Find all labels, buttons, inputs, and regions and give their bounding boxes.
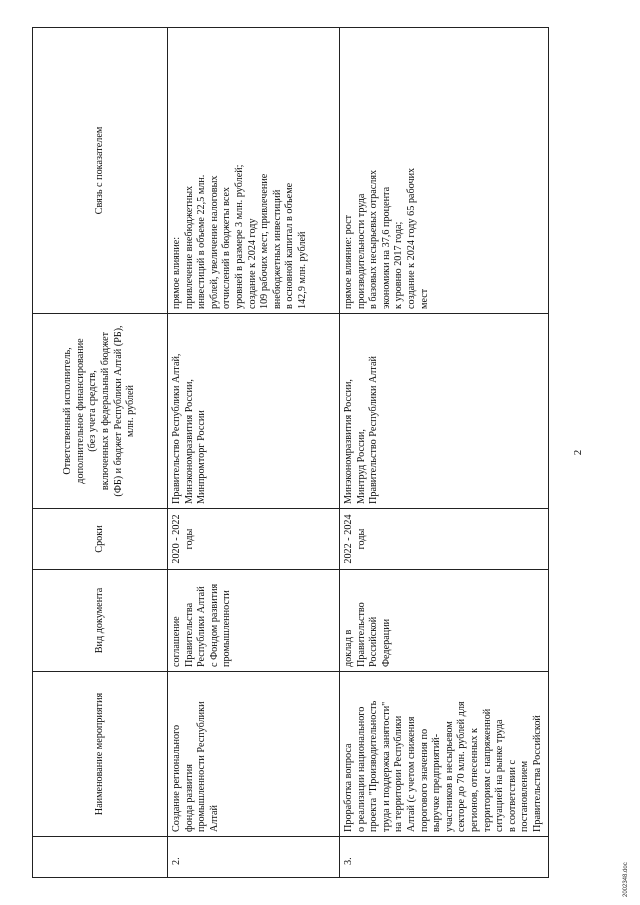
row-measure-name: Создание регионального фонда развития промышленности Республики Алтай: [168, 672, 340, 837]
col-header-responsible: Ответственный исполнитель, дополнительное финансирование (без учета средств, включенных в федеральный бюджет (ФБ) и бюджет Республики Алтай (РБ), млн. рублей: [33, 314, 168, 509]
row-indicator-link: прямое влияние: привлечение внебюджетных инвестиций в объеме 22,5 млн. рублей, увеличение налоговых отчислений в бюджеты всех уровней в размере 3 млн. рублей; создание к 2024 году 109 рабочих мест, привлечение внебюджетных инвестиций в основной капитал в объеме 142,9 млн. рублей: [168, 28, 340, 314]
row-measure-name: Проработка вопроса о реализации национального проекта "Производительность труда и поддержка занятости" на территории Республики Алтай (с учетом снижения порогового значения по выручке предприятий- участников в несырьевом секторе до 70 млн. рублей для регионов, отнесенных к территориям с напряженной ситуацией на рынке труда в соответствии с постановлением Правительства Российской: [340, 672, 549, 837]
row-term: 2020 - 2022 годы: [168, 509, 340, 570]
col-header-indicator-link: Связь с показателем: [33, 28, 168, 314]
table-row: [340, 28, 549, 878]
col-header-number: [33, 837, 168, 878]
row-indicator-link: прямое влияние: рост производительности труда в базовых несырьевых отраслях экономики на 37,6 процента к уровню 2017 года; создание к 2024 году 65 рабочих мест: [340, 28, 549, 314]
col-header-doc-type: Вид документа: [33, 570, 168, 672]
row-responsible: Минэкономразвития России, Минтруд России, Правительство Республики Алтай: [340, 314, 549, 509]
col-header-name: Наименование мероприятия: [33, 672, 168, 837]
document-file-code: 2002348.doc: [623, 862, 629, 897]
table-row: [168, 28, 340, 878]
page-number: 2: [572, 449, 584, 456]
measures-table: [32, 27, 549, 878]
table-header-row: [33, 28, 168, 878]
row-responsible: Правительство Республики Алтай, Минэкономразвития России, Минпромторг России: [168, 314, 340, 509]
row-number: 3.: [340, 837, 549, 878]
row-number: 2.: [168, 837, 340, 878]
row-term: 2022 - 2024 годы: [340, 509, 549, 570]
row-doc-type: доклад в Правительство Российской Федерации: [340, 570, 549, 672]
col-header-term: Сроки: [33, 509, 168, 570]
row-doc-type: соглашение Правительства Республики Алтай с Фондом развития промышленности: [168, 570, 340, 672]
